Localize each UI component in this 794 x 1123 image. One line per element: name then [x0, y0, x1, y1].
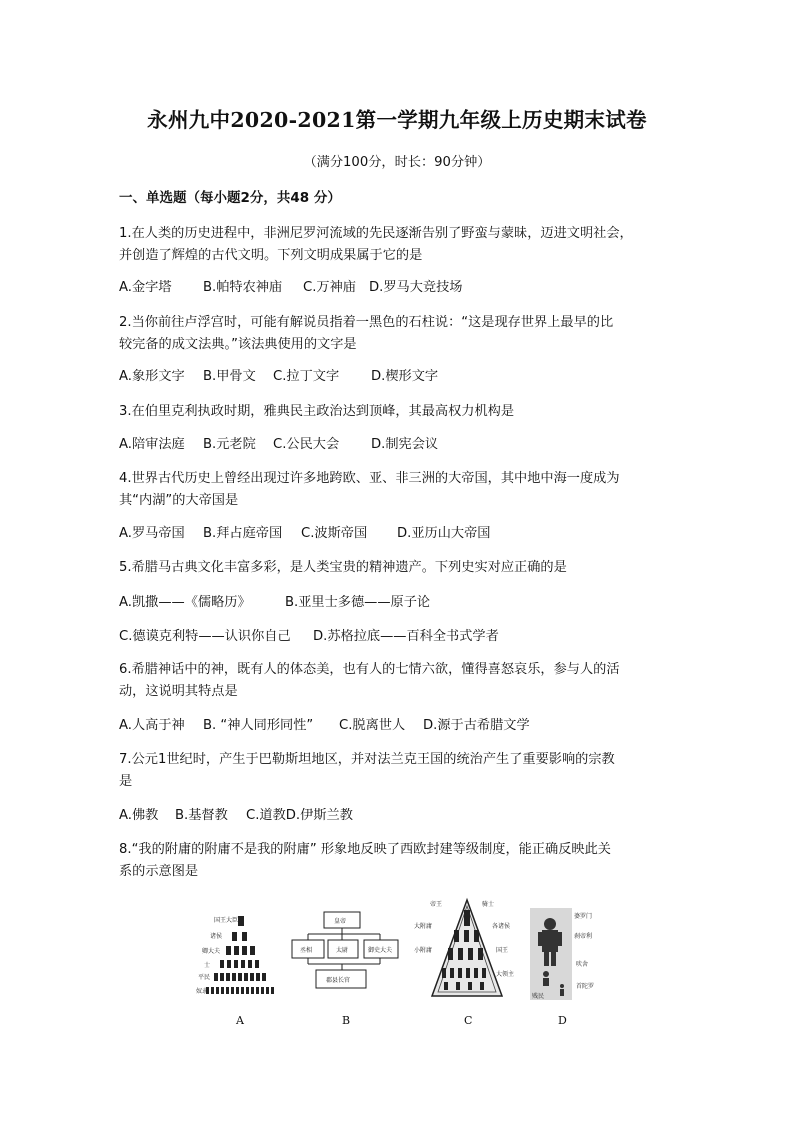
- option-d: D.罗马大竞技场: [369, 280, 463, 295]
- fig-a-label-4: 士: [204, 962, 211, 969]
- fig-d-label-1: 婆罗门: [574, 913, 593, 920]
- option-b: B.亚里士多德——原子论: [285, 595, 431, 610]
- figure-a-pyramid: [196, 908, 288, 1004]
- fig-b-taiwei: 太尉: [336, 947, 349, 954]
- fig-a-label-5: 平民: [198, 974, 211, 981]
- question-5-options-2: [119, 625, 689, 644]
- option-a: A.人高于神: [119, 718, 185, 733]
- figure-label-b: B: [342, 1014, 351, 1027]
- option-c: C.脱离世人: [339, 718, 406, 733]
- option-c: C.德谟克利特——认识你自己: [119, 629, 291, 644]
- option-b: B. “神人同形同性”: [203, 718, 314, 733]
- option-b: B.元老院: [203, 437, 256, 452]
- option-a: A.罗马帝国: [119, 526, 185, 541]
- question-6-options: [119, 714, 689, 733]
- question-3-options: [119, 433, 689, 452]
- option-b: B.帕特农神庙: [203, 280, 283, 295]
- exam-subtitle: （满分100分，时长：90分钟）: [303, 155, 491, 170]
- option-a: A.陪审法庭: [119, 437, 185, 452]
- fig-a-label-3: 卿大夫: [202, 948, 221, 955]
- fig-c-label-4: 小附庸: [414, 947, 433, 954]
- option-d: D.亚历山大帝国: [397, 526, 491, 541]
- question-6-line-2: 动，这说明其特点是: [119, 684, 238, 699]
- option-d: D.伊斯兰教: [285, 808, 353, 823]
- question-7-line-1: 7.公元1世纪时，产生于巴勒斯坦地区，并对法兰克王国的统治产生了重要影响的宗教: [119, 752, 615, 767]
- fig-c-label-5: 各诸侯: [492, 923, 511, 930]
- fig-a-label-6: 奴隶: [196, 988, 209, 995]
- option-c: C.拉丁文字: [273, 369, 340, 384]
- question-1-options: [119, 276, 689, 295]
- question-4-options: [119, 522, 689, 541]
- fig-b-chancellor: 丞相: [300, 947, 313, 954]
- figure-label-c: C: [464, 1014, 473, 1027]
- figure-d-caste-illustration: [528, 904, 608, 1004]
- fig-d-label-3: 吠舍: [576, 961, 589, 968]
- option-d: D.制宪会议: [371, 437, 439, 452]
- option-a: A.金字塔: [119, 280, 172, 295]
- figure-label-d: D: [558, 1014, 567, 1027]
- option-b: B.拜占庭帝国: [203, 526, 283, 541]
- option-c: C.道教: [246, 808, 286, 823]
- fig-d-label-4: 首陀罗: [576, 983, 595, 990]
- fig-c-label-6: 国王: [496, 947, 509, 954]
- option-b: B.甲骨文: [203, 369, 256, 384]
- question-7-options: [119, 804, 689, 823]
- question-5-options-1: [119, 591, 689, 610]
- question-1-line-2: 并创造了辉煌的古代文明。下列文明成果属于它的是: [119, 248, 423, 263]
- fig-b-censor: 御史大夫: [368, 947, 393, 954]
- fig-c-label-7: 大领主: [496, 971, 515, 978]
- question-2-line-1: 2.当你前往卢浮宫时，可能有解说员指着一黑色的石柱说：“这是现存世界上最早的比: [119, 315, 614, 330]
- question-4-line-2: 其“内湖”的大帝国是: [119, 493, 239, 508]
- option-c: C.公民大会: [273, 437, 340, 452]
- fig-c-label-2: 骑士: [482, 901, 495, 908]
- option-d: D.楔形文字: [371, 369, 439, 384]
- section-heading: 一、单选题（每小题2分，共48 分）: [119, 190, 341, 206]
- figure-label-a: A: [236, 1014, 244, 1027]
- option-c: C.万神庙: [303, 280, 356, 295]
- option-a: A.佛教: [119, 808, 159, 823]
- hierarchy-figures: [196, 896, 616, 1026]
- question-6-line-1: 6.希腊神话中的神，既有人的体态美，也有人的七情六欲，懂得喜怒哀乐，参与人的活: [119, 662, 620, 677]
- option-c: C.波斯帝国: [301, 526, 368, 541]
- figure-b-org-chart: [288, 908, 404, 998]
- fig-d-label-5: 贱民: [532, 993, 545, 1000]
- question-7-line-2: 是: [119, 774, 133, 789]
- figure-c-feudal-pyramid: [412, 896, 522, 1008]
- question-2-line-2: 较完备的成文法典。”该法典使用的文字是: [119, 337, 357, 352]
- question-8-line-2: 系的示意图是: [119, 864, 199, 879]
- option-a: A.凯撒——《儒略历》: [119, 595, 251, 610]
- fig-b-county-officials: 郡县长官: [326, 977, 351, 984]
- option-d: D.源于古希腊文学: [423, 718, 530, 733]
- question-1-line-1: 1.在人类的历史进程中，非洲尼罗河流域的先民逐渐告别了野蛮与蒙昧，迈进文明社会，: [119, 226, 633, 241]
- fig-c-label-3: 大附庸: [414, 923, 433, 930]
- fig-c-label-1: 帝王: [430, 901, 443, 908]
- question-5-line-1: 5.希腊马古典文化丰富多彩，是人类宝贵的精神遗产。下列史实对应正确的是: [119, 560, 567, 575]
- question-4-line-1: 4.世界古代历史上曾经出现过许多地跨欧、亚、非三洲的大帝国，其中地中海一度成为: [119, 471, 620, 486]
- exam-title: 永州九中2020-2021第一学期九年级上历史期末试卷: [147, 108, 647, 132]
- question-3-line-1: 3.在伯里克利执政时期，雅典民主政治达到顶峰，其最高权力机构是: [119, 404, 515, 419]
- question-2-options: [119, 365, 689, 384]
- option-d: D.苏格拉底——百科全书式学者: [313, 629, 499, 644]
- fig-d-label-2: 刹帝利: [574, 933, 593, 940]
- fig-a-label-2: 诸侯: [210, 933, 223, 940]
- option-a: A.象形文字: [119, 369, 185, 384]
- fig-b-emperor: 皇帝: [334, 918, 347, 925]
- question-8-line-1: 8.“我的附庸的附庸不是我的附庸” 形象地反映了西欧封建等级制度，能正确反映此关: [119, 842, 611, 857]
- option-b: B.基督教: [175, 808, 228, 823]
- fig-a-label-1: 国王大臣: [214, 917, 239, 924]
